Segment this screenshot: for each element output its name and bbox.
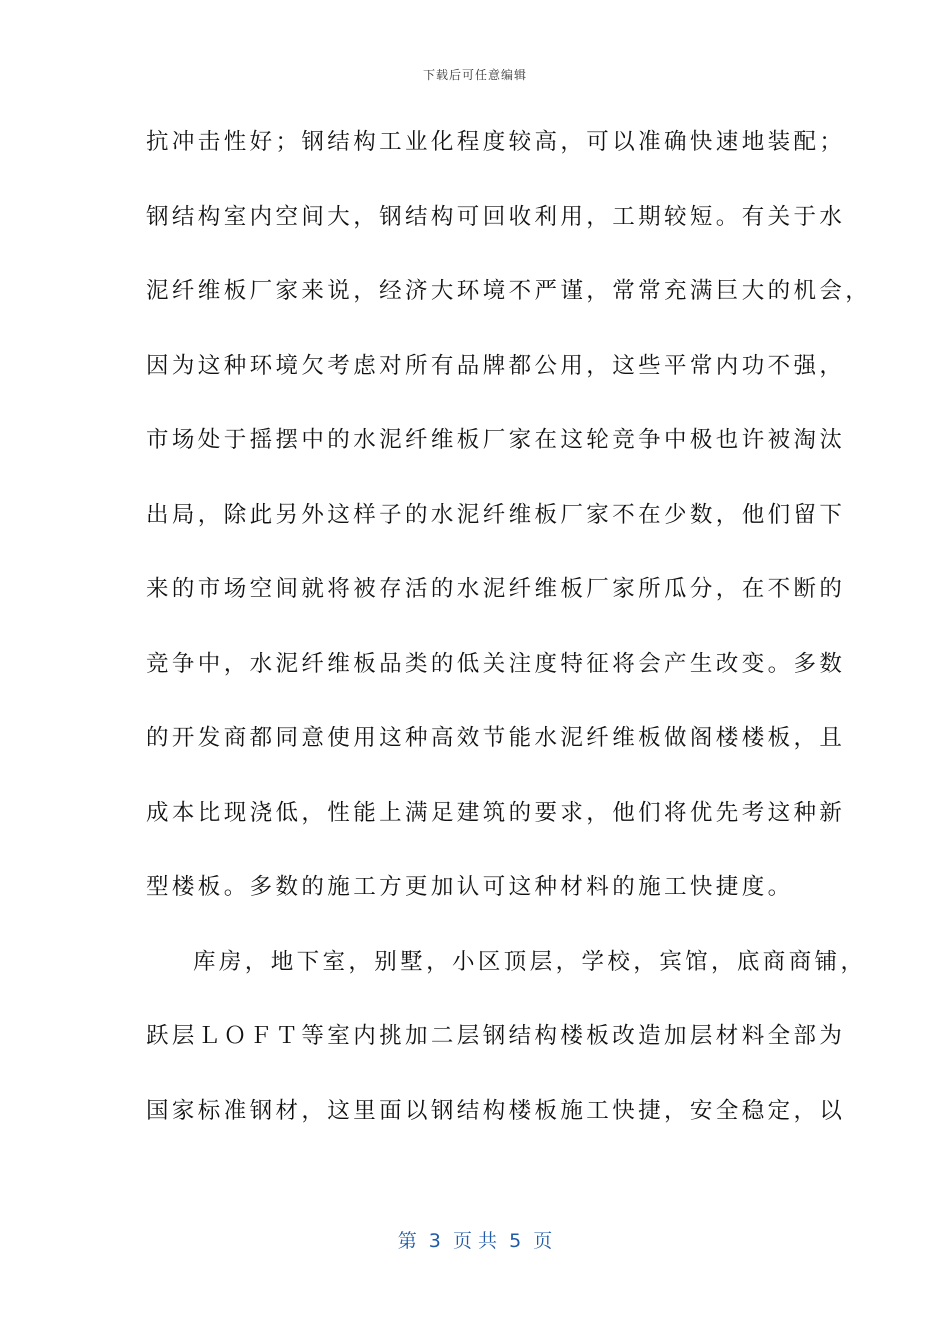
page-number-footer: 第 3 页 共 5 页 (397, 1230, 553, 1252)
paragraph-line: 出局，除此另外这样子的水泥纤维板厂家不在少数，他们留下 (146, 501, 846, 528)
page-header-note: 下载后可任意编辑 (422, 68, 527, 82)
paragraph-line: 泥纤维板厂家来说，经济大环境不严谨，常常充满巨大的机会， (146, 278, 872, 304)
document-body (146, 122, 872, 1165)
paragraph-line: 因为这种环境欠考虑对所有品牌都公用，这些平常内功不强， (146, 352, 846, 379)
paragraph-line: 钢结构室内空间大，钢结构可回收利用，工期较短。有关于水 (146, 203, 846, 230)
paragraph-line: 国家标准钢材，这里面以钢结构楼板施工快捷，安全稳定，以 (146, 1097, 846, 1124)
paragraph-line: 竞争中，水泥纤维板品类的低关注度特征将会产生改变。多数 (146, 650, 846, 677)
paragraph-line: 型楼板。多数的施工方更加认可这种材料的施工快捷度。 (146, 874, 794, 900)
paragraph-line: 市场处于摇摆中的水泥纤维板厂家在这轮竞争中极也许被淘汰 (146, 427, 846, 453)
paragraph-line: 成本比现浇低，性能上满足建筑的要求，他们将优先考这种新 (146, 799, 846, 826)
paragraph-line: 来的市场空间就将被存活的水泥纤维板厂家所瓜分，在不断的 (146, 576, 846, 602)
paragraph-line: 跃层ＬＯＦＴ等室内挑加二层钢结构楼板改造加层材料全部为 (146, 1023, 846, 1049)
paragraph-line: 抗冲击性好；钢结构工业化程度较高，可以准确快速地装配； (146, 129, 846, 155)
paragraph-line: 的开发商都同意使用这种高效节能水泥纤维板做阁楼楼板，且 (146, 725, 846, 751)
paragraph-line-indented: 库房，地下室，别墅，小区顶层，学校，宾馆，底商商铺， (193, 948, 867, 975)
